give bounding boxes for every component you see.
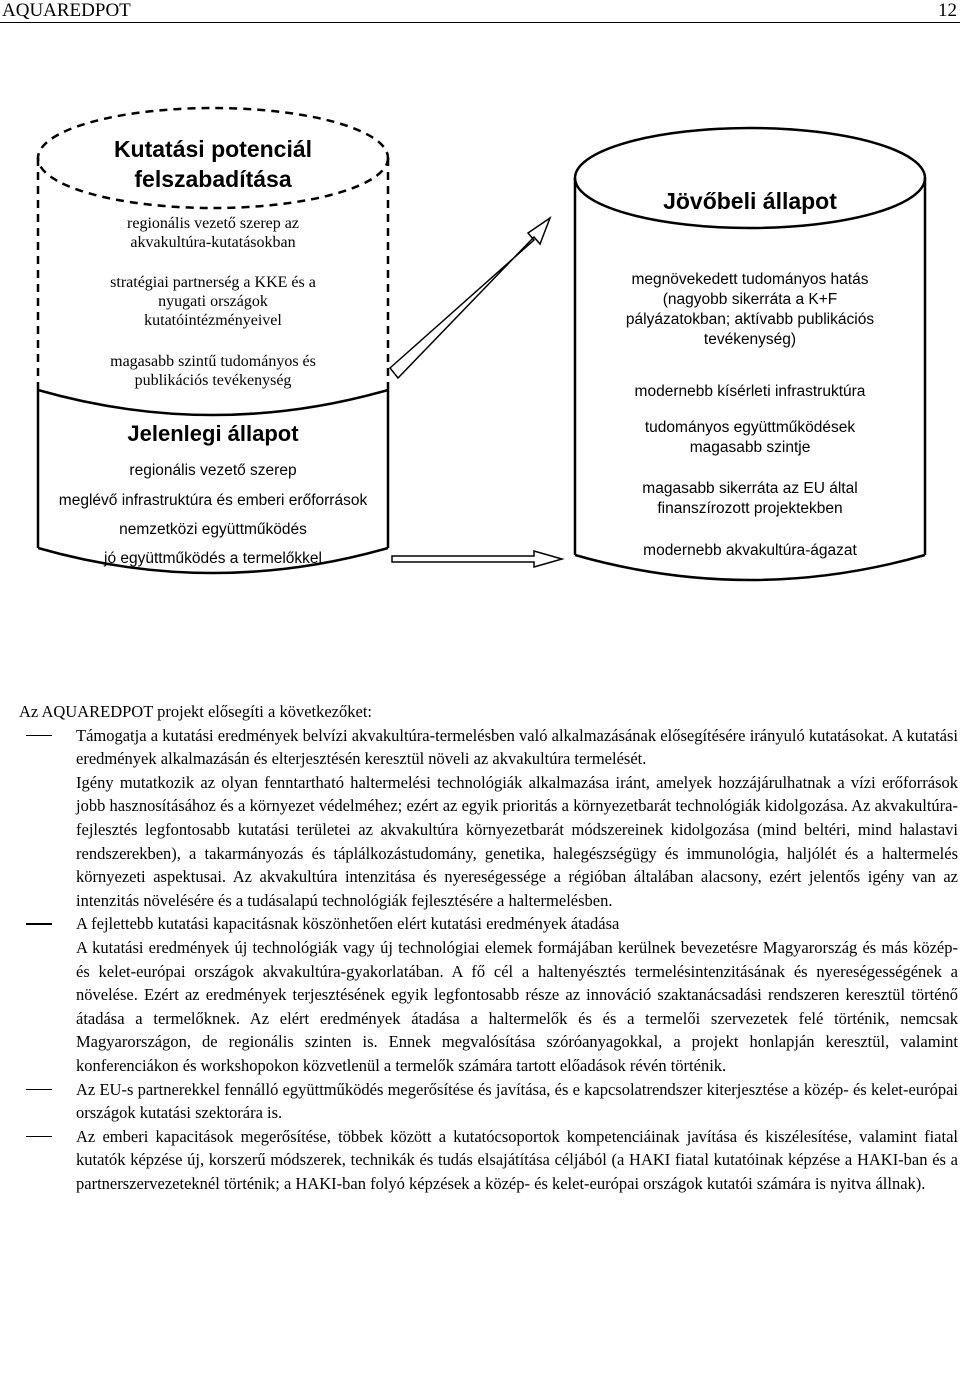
bullet-2-para-1: A fejlettebb kutatási kapacitásnak köszönhetően elért kutatási eredmények átadása bbox=[76, 914, 620, 934]
future-item-4: magasabb sikerráta az EU által finanszírozott projektekben bbox=[642, 480, 858, 517]
future-item-3: tudományos együttműködések magasabb szintje bbox=[644, 419, 856, 456]
left-item-3: magasabb szintű tudományos és publikációs tevékenység bbox=[110, 353, 316, 389]
left-cylinder-title: Kutatási potenciál felszabadítása bbox=[113, 136, 313, 192]
bullet-2-para-2: A kutatási eredmények új technológiák vagy új technológiai elemek formájában kerülnek bevezetésre Magyarország és más közép- és kelet-európai országok akvakultúra-gyakorlatában. A fő cél a haltenyésztés termelésintenzitásának és nyereségességének a növelése. Ezért az eredmények terjesztésének egyik legfontosabb része az innováció szaktanácsadási rendszeren keresztül történő átadása a termelőknek. Az elért eredmények átadása a haltermelők és és a termelői szervezetek felé történik, nemcsak Magyarországon, de regionális szinten is. Ennek megvalósítása szóróanyagokkal, a projekt honlapján keresztül, valamint konferenciákon és workshopokon közvetlenül a termelők számára tartott előadások révén történik. bbox=[76, 937, 958, 1075]
current-state-title: Jelenlegi állapot bbox=[127, 421, 299, 446]
current-item-2: meglévő infrastruktúra és emberi erőforrások bbox=[58, 492, 368, 509]
intro-text: Az AQUAREDPOT projekt elősegíti a következőket: bbox=[19, 702, 373, 721]
body-text bbox=[12, 700, 958, 1195]
dash-icon bbox=[26, 735, 52, 737]
future-item-1: megnövekedett tudományos hatás (nagyobb sikerráta a K+F pályázatokban; aktívabb publikációs tevékenység) bbox=[625, 271, 875, 348]
bullet-1 bbox=[12, 724, 958, 913]
dash-icon bbox=[26, 1089, 52, 1091]
page-number: 12 bbox=[938, 0, 957, 21]
current-item-4: jó együttműködés a termelőkkel bbox=[104, 550, 322, 567]
bullet-3-para-1: Az EU-s partnerekkel fennálló együttműködés megerősítése és javítása, és e kapcsolatrendszer kiterjesztése a közép- és kelet-európai országok kutatási szektorára is. bbox=[76, 1079, 958, 1123]
arrow-horizontal bbox=[392, 551, 562, 567]
bullet-4-para-1: Az emberi kapacitások megerősítése, többek között a kutatócsoportok kompetenciáinak javítása és kiszélesítése, valamint fiatal kutatók képzése új, korszerű módszerek, technikák és tudás elsajátítása céljából (a HAKI fiatal kutatóinak képzése a HAKI-ban és a partnerszervezeteknél történik; a HAKI-ban folyó képzések a közép- és kelet-európai országok kutatói számára is nyitva állnak). bbox=[76, 1126, 958, 1193]
left-item-2: stratégiai partnerség a KKE és a nyugati országok kutatóintézményeivel bbox=[110, 274, 316, 329]
bullet-3 bbox=[12, 1078, 958, 1125]
current-item-1: regionális vezető szerep bbox=[129, 462, 297, 479]
future-state-title: Jövőbeli állapot bbox=[663, 188, 837, 214]
arrow-diagonal bbox=[390, 218, 550, 378]
current-item-3: nemzetközi együttműködés bbox=[119, 521, 307, 538]
left-item-1: regionális vezető szerep az akvakultúra-kutatásokban bbox=[127, 215, 299, 251]
bullet-2 bbox=[12, 912, 958, 1077]
current-cylinder bbox=[38, 390, 388, 573]
future-item-2: modernebb kísérleti infrastruktúra bbox=[634, 383, 866, 400]
header-title: AQUAREDPOT bbox=[2, 0, 131, 21]
dash-icon bbox=[26, 1136, 52, 1138]
bullet-4 bbox=[12, 1125, 958, 1196]
bullet-1-para-2: Igény mutatkozik az olyan fenntartható haltermelési technológiák alkalmazása iránt, amelyek hozzájárulhatnak a vízi erőforrások jobb hasznosításához és a környezet védelméhez; ezért az egyik prioritás a környezetbarát technológiák kidolgozása. Az akvakultúra-fejlesztés legfontosabb kutatási területei az akvakultúra környezetbarát módszereinek kidolgozása (mind beltéri, mind halastavi rendszerekben), a takarmányozás és táplálkozástudomány, genetika, halegészségügy és immunológia, haljólét és a haltermelés környezeti aspektusai. Az akvakultúra intenzitása és nyereségessége a régióban általában alacsony, ezért jelentős igény van az intenzitás növelésére és a tudásalapú technológiák fejlesztésére a haltermelésben. bbox=[76, 772, 958, 910]
bullet-1-para-1: Támogatja a kutatási eredmények belvízi akvakultúra-termelésben való alkalmazásának elősegítésére irányuló kutatásokat. A kutatási eredmények alkalmazásán és elterjesztésén keresztül növeli az akvakultúra termelését. bbox=[76, 725, 958, 769]
bullet-list bbox=[12, 724, 958, 1196]
future-item-5: modernebb akvakultúra-ágazat bbox=[643, 542, 857, 559]
dash-icon bbox=[26, 923, 52, 925]
